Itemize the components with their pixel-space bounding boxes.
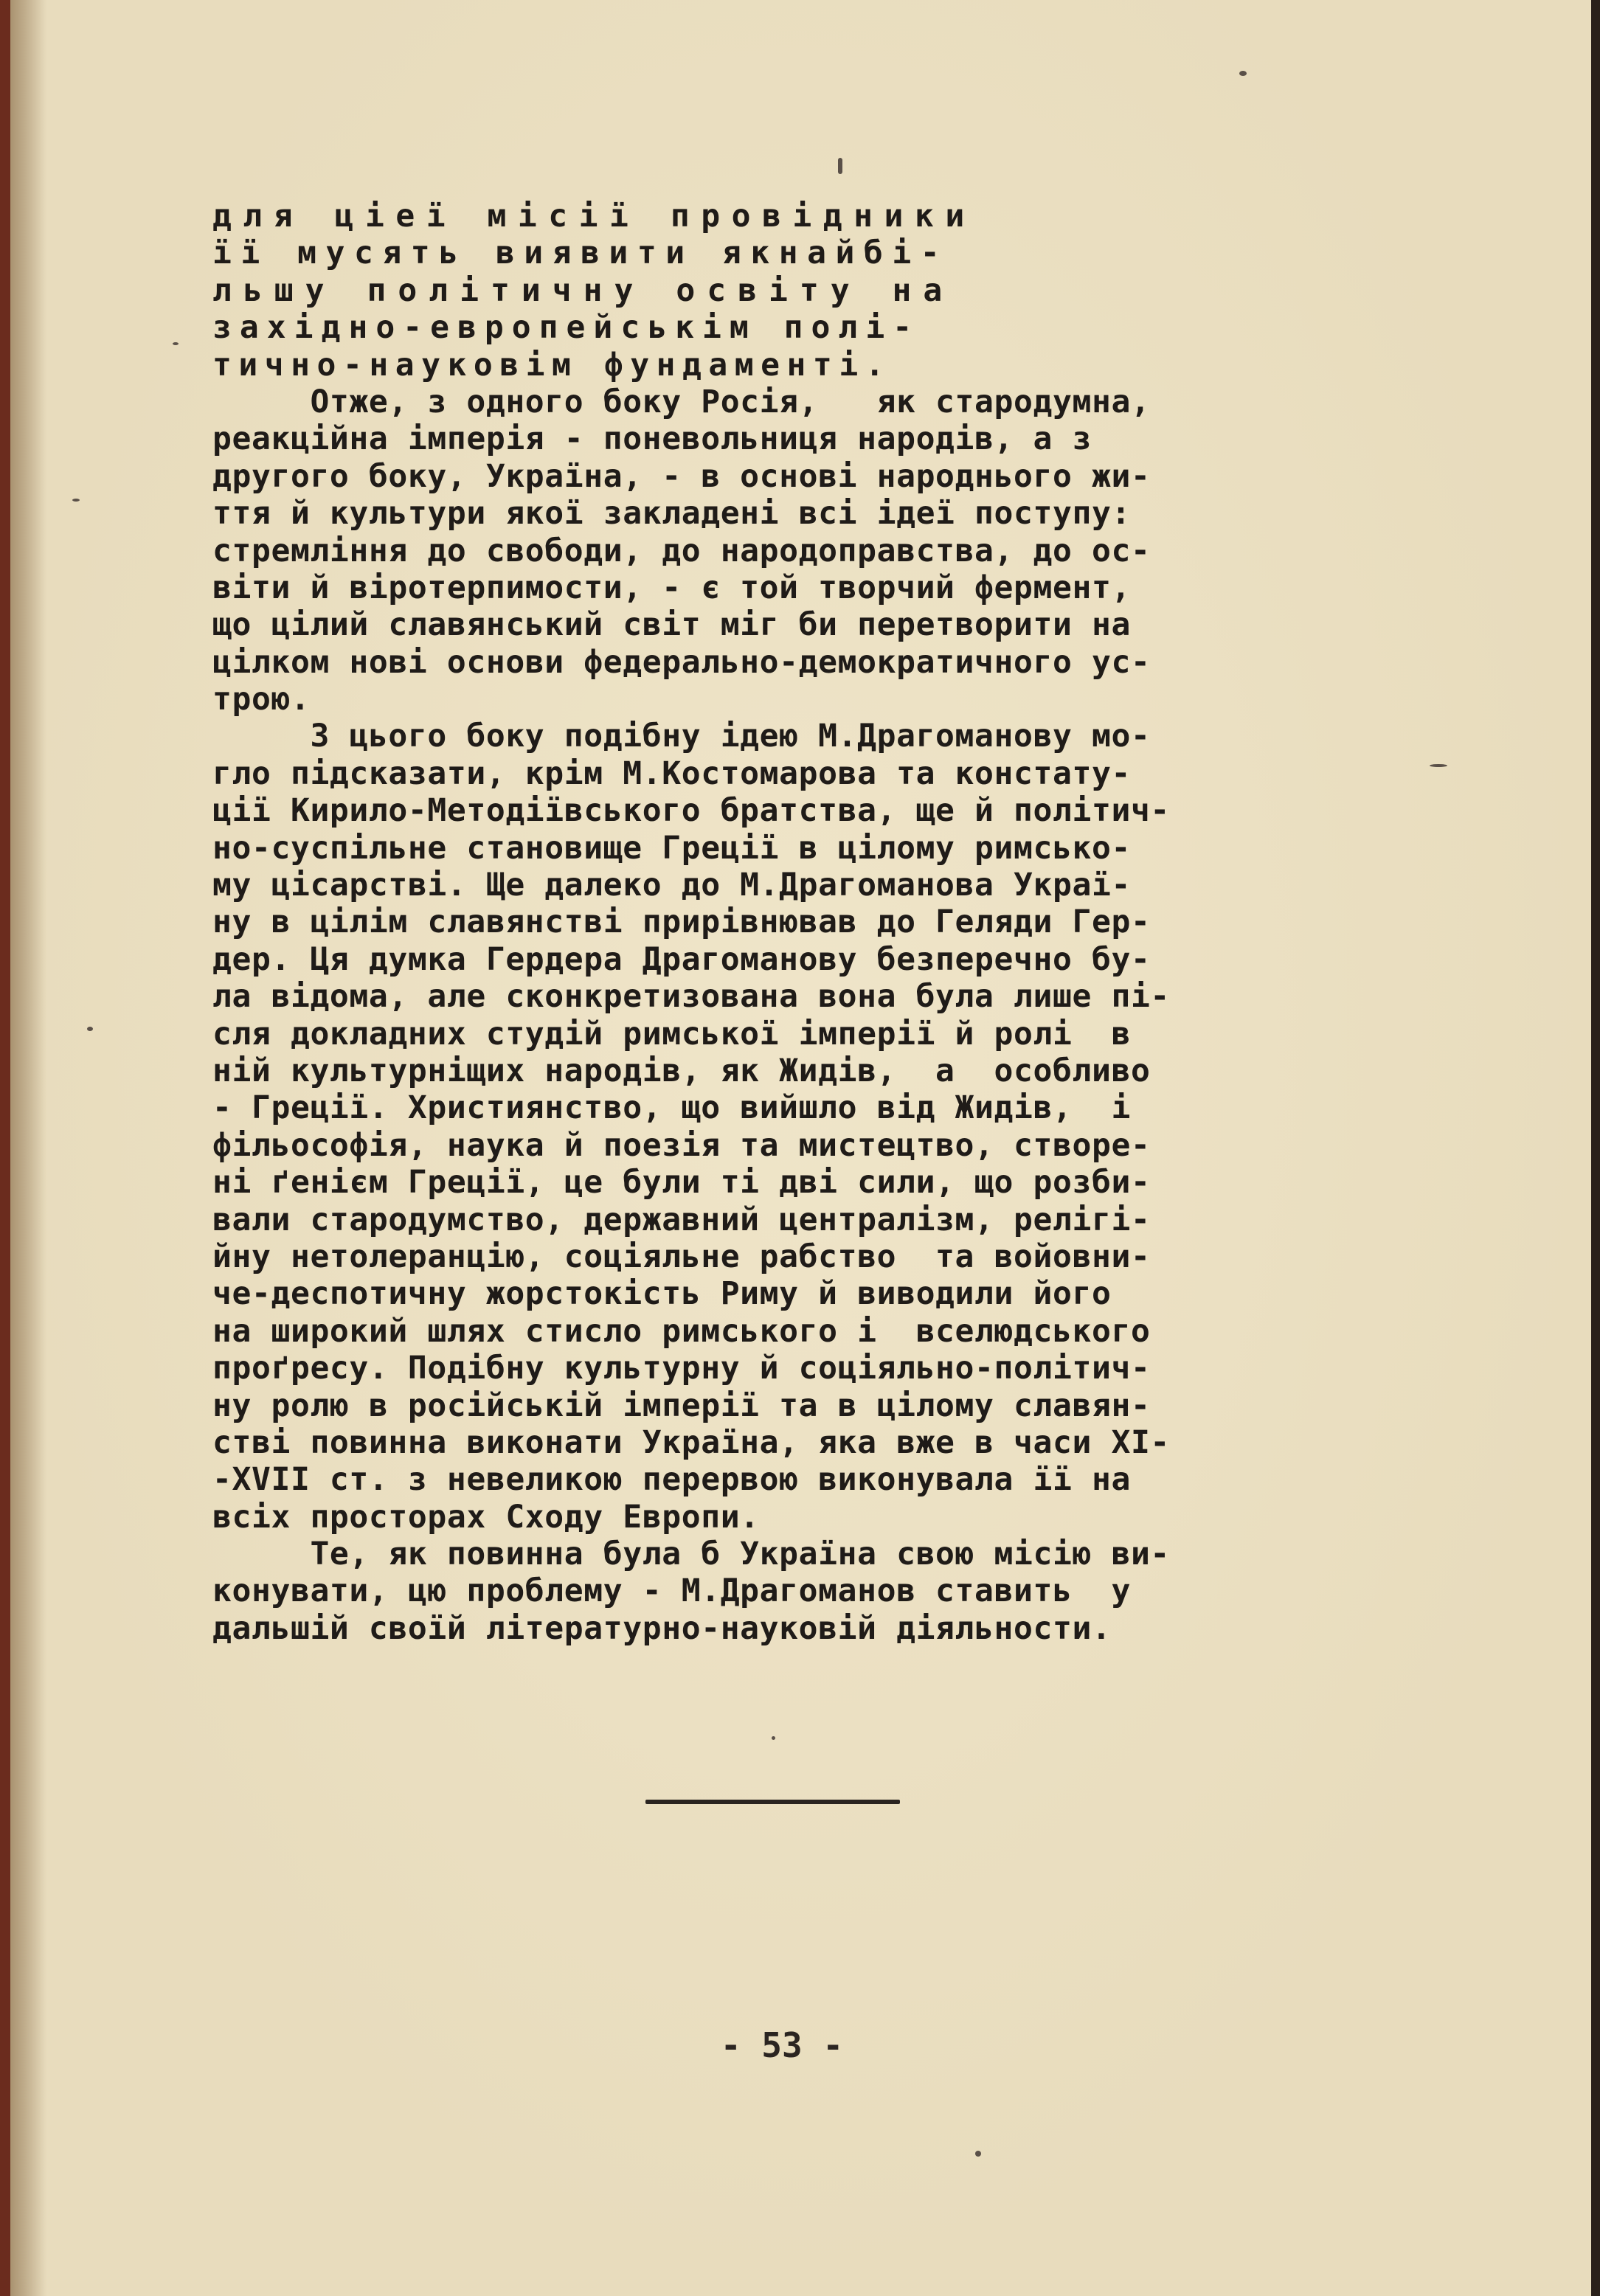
text-line: цілком нові основи федерально-демократичного ус- xyxy=(212,643,1151,681)
text-line: йну нетолеранцію, соціяльне рабство та войовни- xyxy=(212,1238,1151,1275)
section-divider-rule xyxy=(645,1800,900,1804)
text-line: ла відома, але сконкретизована вона була лише пі- xyxy=(212,978,1170,1016)
text-line: конувати, цю проблему - М.Драгоманов ставить у xyxy=(212,1572,1131,1610)
text-line: проґресу. Подібну культурну й соціяльно-політич- xyxy=(212,1350,1151,1387)
text-line: ні ґенієм Греції, це були ті дві сили, що розби- xyxy=(212,1164,1151,1201)
text-line: що цілий славянський світ міг би перетворити на xyxy=(212,606,1131,644)
text-line: сля докладних студій римської імперії й ролі в xyxy=(212,1015,1131,1052)
text-line: - Греції. Християнство, що вийшло від Жидів, і xyxy=(212,1089,1131,1127)
page-number: - 53 - xyxy=(720,2025,844,2065)
text-line: для ціеї місії провідники xyxy=(212,198,976,235)
text-line: всіх просторах Сходу Европи. xyxy=(212,1498,760,1536)
page-right-edge xyxy=(1591,0,1600,2296)
ink-speck xyxy=(1239,71,1247,76)
text-line: ття й культури якої закладені всі ідеї поступу: xyxy=(212,495,1131,533)
text-line: -XVII ст. з невеликою перервою виконувала її на xyxy=(212,1461,1131,1499)
ink-speck xyxy=(975,2151,981,2157)
text-line: на широкий шлях стисло римського і вселюдського xyxy=(212,1312,1151,1350)
text-line: ну в цілім славянстві прирівнював до Геляди Гер- xyxy=(212,904,1151,941)
binding-edge xyxy=(0,0,10,2296)
text-line: фільософія, наука й поезія та мистецтво, створе- xyxy=(212,1126,1151,1164)
binding-shadow xyxy=(10,0,47,2296)
text-line: реакційна імперія - поневольниця народів, а з xyxy=(212,420,1092,458)
text-line: тично-науковім фундаменті. xyxy=(212,346,892,384)
text-line: другого боку, Україна, - в основі народнього жи- xyxy=(212,457,1151,495)
ink-speck xyxy=(173,342,179,345)
text-line: дальшій своїй літературно-науковій діяльности. xyxy=(212,1609,1112,1647)
ink-speck xyxy=(87,1027,93,1031)
text-line: стремління до свободи, до народоправства, до ос- xyxy=(212,532,1151,569)
text-line: дер. Ця думка Гердера Драгоманову безперечно бу- xyxy=(212,940,1151,978)
text-line: З цього боку подібну ідею М.Драгоманову мо- xyxy=(212,718,1151,755)
text-line: но-суспільне становище Греції в цілому римсько- xyxy=(212,829,1131,867)
text-line: ну ролю в російській імперії та в цілому славян- xyxy=(212,1387,1151,1424)
text-line: віти й віротерпимости, - є той творчий фермент, xyxy=(212,569,1131,606)
ink-speck xyxy=(72,499,80,502)
text-line: ції Кирило-Методіївського братства, ще й політич- xyxy=(212,792,1170,830)
body-text xyxy=(212,198,1400,1647)
text-line: вали стародумство, державний централізм, релігі- xyxy=(212,1201,1151,1238)
text-line: західно-европейськім полі- xyxy=(212,309,921,347)
text-line: стві повинна виконати Україна, яка вже в часи XI- xyxy=(212,1423,1170,1461)
text-line: льшу політичну освіту на xyxy=(212,271,955,309)
text-line: че-деспотичну жорстокість Риму й виводили його xyxy=(212,1275,1112,1313)
text-line: Отже, з одного боку Росія, як стародумна, xyxy=(212,383,1151,420)
text-line: му цісарстві. Ще далеко до М.Драгоманова Украї- xyxy=(212,867,1131,904)
text-line: Те, як повинна була б Україна свою місію ви- xyxy=(212,1536,1170,1573)
ink-speck xyxy=(772,1736,775,1740)
text-line: гло підсказати, крім М.Костомарова та констату- xyxy=(212,755,1131,792)
text-line: ній культурніщих народів, як Жидів, а особливо xyxy=(212,1052,1151,1089)
text-line: її мусять виявити якнайбі- xyxy=(212,235,949,272)
ink-speck xyxy=(838,158,842,174)
ink-speck xyxy=(1430,764,1447,767)
text-line: трою. xyxy=(212,681,311,718)
